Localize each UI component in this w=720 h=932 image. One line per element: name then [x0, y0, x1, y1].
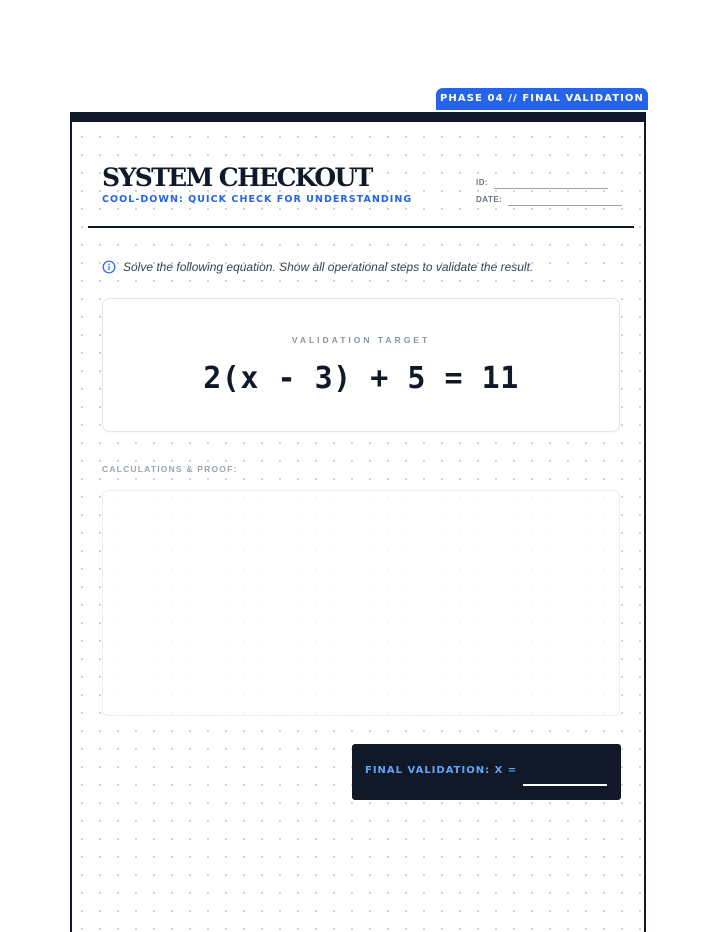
answer-input-line[interactable] [523, 784, 607, 786]
phase-tab: PHASE 04 // FINAL VALIDATION [436, 88, 648, 110]
instruction [102, 259, 533, 275]
final-validation-box [352, 744, 621, 800]
info-icon [102, 260, 116, 274]
worksheet [70, 112, 646, 932]
instruction-text: Solve the following equation. Show all operational steps to validate the result. [123, 260, 534, 274]
date-field[interactable] [476, 195, 622, 209]
id-label: ID: [476, 178, 489, 187]
header-divider [88, 226, 634, 228]
id-field[interactable] [476, 178, 608, 192]
validation-target-card [102, 298, 620, 432]
id-underline [494, 188, 608, 189]
page-title: SYSTEM CHECKOUT [102, 163, 372, 192]
equation: 2(x - 3) + 5 = 11 [203, 361, 519, 396]
date-underline [508, 205, 622, 206]
date-label: DATE: [476, 195, 503, 204]
page-subtitle: COOL-DOWN: QUICK CHECK FOR UNDERSTANDING [102, 194, 413, 205]
calculations-label: CALCULATIONS & PROOF: [102, 464, 238, 474]
validation-target-label: VALIDATION TARGET [291, 335, 431, 345]
final-validation-label: FINAL VALIDATION: X = [365, 765, 518, 776]
calculations-work-area[interactable] [102, 490, 620, 716]
